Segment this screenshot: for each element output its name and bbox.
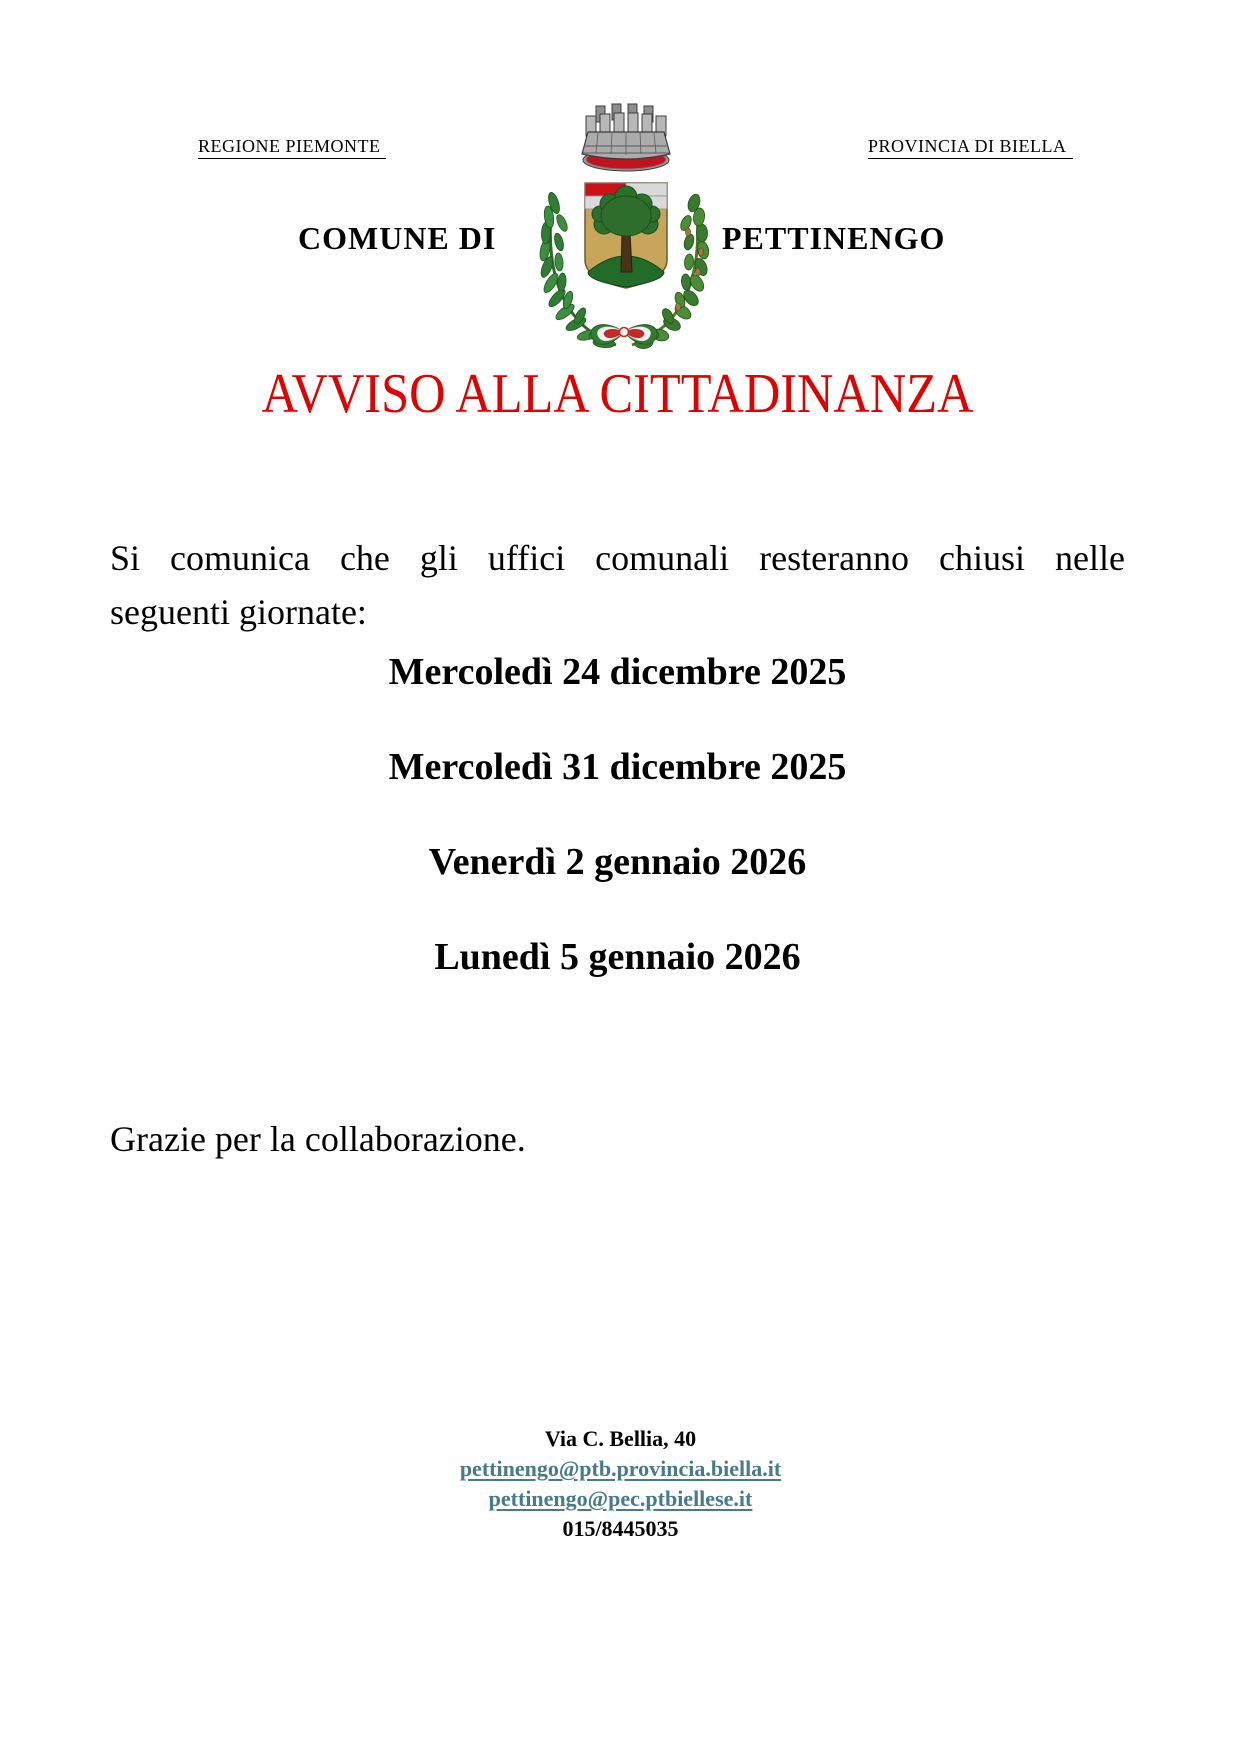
closure-date-3: Venerdì 2 gennaio 2026 [428, 841, 807, 883]
closure-date-2: Mercoledì 31 dicembre 2025 [388, 746, 847, 788]
email-primary-link[interactable]: pettinengo@ptb.provincia.biella.it [459, 1456, 782, 1481]
municipal-coat-of-arms-icon [538, 102, 710, 350]
closure-date-1: Mercoledì 24 dicembre 2025 [388, 651, 847, 693]
municipality-name: PETTINENGO [722, 220, 946, 256]
municipality-prefix: COMUNE DI [298, 220, 497, 256]
phone-line: 015/8445035 [562, 1516, 679, 1541]
intro-line-2: seguenti giornate: [110, 592, 367, 632]
closure-date-4: Lunedì 5 gennaio 2026 [434, 936, 801, 978]
province-label: PROVINCIA DI BIELLA [868, 136, 1073, 159]
notice-title: AVVISO ALLA CITTADINANZA [261, 363, 974, 425]
intro-line-1: Si comunica che gli uffici comunali resteranno chiusi nelle [110, 538, 1125, 578]
region-label: REGIONE PIEMONTE [198, 136, 386, 159]
email-pec-link[interactable]: pettinengo@pec.ptbiellese.it [488, 1486, 753, 1511]
closing-line: Grazie per la collaborazione. [110, 1119, 526, 1159]
address-line: Via C. Bellia, 40 [544, 1426, 697, 1451]
footer-contact-block [0, 1424, 1241, 1544]
